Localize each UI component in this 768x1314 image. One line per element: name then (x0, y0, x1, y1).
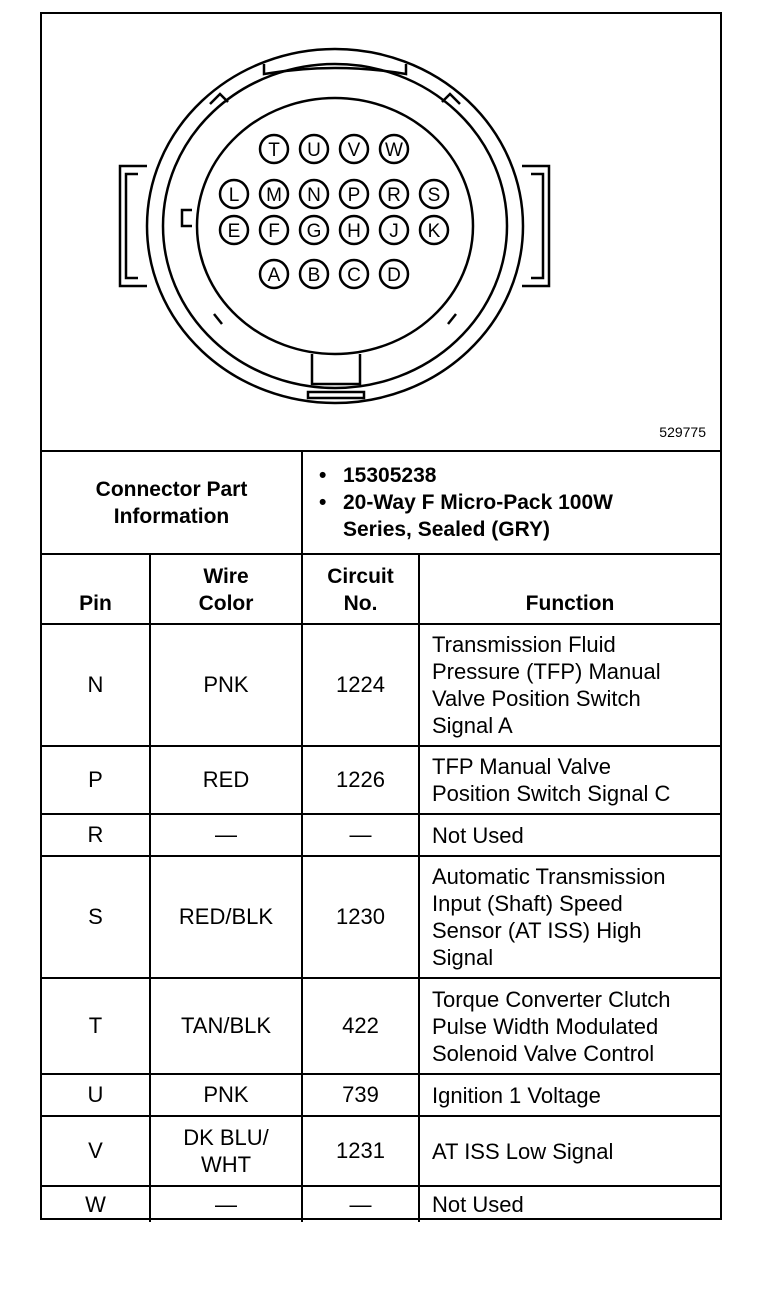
pin-m (260, 180, 288, 208)
info-label-line: Connector Part (95, 477, 248, 501)
circuit-cell: 1230 (302, 856, 419, 978)
table-row (42, 746, 720, 814)
function-line: Pulse Width Modulated (432, 1013, 659, 1039)
table-row (42, 1116, 720, 1186)
table-row (42, 1074, 720, 1116)
wire-color-cell: RED/BLK (150, 856, 302, 978)
function-line: Sensor (AT ISS) High (432, 918, 642, 943)
function-line: Valve Position Switch (432, 686, 641, 711)
wire-color-cell: RED (150, 746, 302, 814)
pin-cell: N (42, 624, 150, 746)
function-cell (419, 1186, 720, 1222)
svg-text:L: L (228, 185, 240, 206)
svg-text:M: M (266, 185, 282, 206)
bullet: • (319, 464, 327, 487)
table-row (42, 814, 720, 856)
pin-b (300, 260, 328, 288)
function-line: Pressure (TFP) Manual (432, 659, 661, 684)
figure-id: 529775 (659, 424, 706, 440)
table-row (42, 978, 720, 1074)
svg-text:R: R (387, 185, 401, 206)
connector-info-values (302, 452, 720, 554)
function-cell (419, 856, 720, 978)
header-row (42, 554, 720, 624)
circuit-cell: 739 (302, 1074, 419, 1116)
pin-r (380, 180, 408, 208)
wire-color-cell: PNK (150, 624, 302, 746)
part-number-item (319, 462, 720, 489)
pin-c (340, 260, 368, 288)
pin-d (380, 260, 408, 288)
wire-color-cell: TAN/BLK (150, 978, 302, 1074)
function-cell (419, 624, 720, 746)
svg-text:A: A (267, 265, 281, 286)
pin-cell: U (42, 1074, 150, 1116)
function-cell (419, 1116, 720, 1186)
pin-v (340, 135, 368, 163)
pin-cell: T (42, 978, 150, 1074)
connector-table (42, 452, 720, 1222)
connector-face-drawing (42, 14, 720, 450)
header-circuit-no: Circuit No. (302, 554, 419, 624)
header-pin: Pin (42, 554, 150, 624)
svg-text:K: K (427, 221, 441, 242)
svg-text:F: F (268, 221, 280, 242)
part-number: 15305238 (343, 464, 437, 487)
circuit-cell: — (302, 1186, 419, 1222)
function-cell (419, 978, 720, 1074)
svg-text:E: E (227, 221, 241, 242)
wire-color-cell: — (150, 1186, 302, 1222)
svg-text:V: V (347, 140, 361, 161)
function-line: Input (Shaft) Speed (432, 891, 623, 916)
pin-k (420, 216, 448, 244)
svg-text:P: P (347, 185, 361, 206)
svg-text:J: J (389, 221, 399, 242)
function-line: Signal (432, 945, 494, 970)
wire-color-cell: PNK (150, 1074, 302, 1116)
function-line: Signal A (432, 713, 513, 738)
connector-face-figure (42, 14, 720, 452)
function-cell (419, 746, 720, 814)
svg-text:U: U (307, 140, 321, 161)
svg-text:C: C (347, 265, 361, 286)
function-line: TFP Manual Valve (432, 754, 611, 779)
function-line: AT ISS Low Signal (432, 1138, 614, 1164)
pin-cell: R (42, 814, 150, 856)
pin-f (260, 216, 288, 244)
pin-s (420, 180, 448, 208)
function-line: Position Switch Signal C (432, 781, 671, 806)
svg-text:D: D (387, 265, 401, 286)
pin-g (300, 216, 328, 244)
pin-j (380, 216, 408, 244)
function-line: Transmission Fluid (432, 632, 616, 657)
circuit-cell: 1224 (302, 624, 419, 746)
svg-text:H: H (347, 221, 361, 242)
circuit-cell: — (302, 814, 419, 856)
header-wire-color: Wire Color (150, 554, 302, 624)
circuit-cell: 422 (302, 978, 419, 1074)
bullet: • (319, 491, 327, 514)
connector-desc-item (319, 489, 720, 516)
table-row (42, 856, 720, 978)
function-line: Torque Converter Clutch (432, 986, 671, 1012)
svg-text:B: B (307, 265, 321, 286)
wire-color-cell: — (150, 814, 302, 856)
wire-color-line: DK BLU/ (183, 1125, 269, 1150)
pin-p (340, 180, 368, 208)
function-line: Solenoid Valve Control (432, 1040, 655, 1066)
connector-desc-line: Series, Sealed (GRY) (343, 518, 550, 541)
pin-cell: W (42, 1186, 150, 1222)
function-line: Automatic Transmission (432, 864, 666, 889)
circuit-cell: 1226 (302, 746, 419, 814)
pin-a (260, 260, 288, 288)
svg-text:T: T (268, 140, 280, 161)
pin-cell: P (42, 746, 150, 814)
header-function: Function (419, 554, 720, 624)
function-line: Ignition 1 Voltage (432, 1082, 601, 1108)
pin-cell: S (42, 856, 150, 978)
svg-text:S: S (427, 185, 441, 206)
pin-e (220, 216, 248, 244)
function-cell (419, 1074, 720, 1116)
pin-l (220, 180, 248, 208)
function-line: Not Used (432, 822, 524, 848)
pin-t (260, 135, 288, 163)
function-line: Not Used (432, 1192, 524, 1217)
connector-info-row (42, 452, 720, 554)
table-row (42, 624, 720, 746)
wire-color-cell (150, 1116, 302, 1186)
svg-text:N: N (307, 185, 321, 206)
connector-info-label (42, 452, 302, 554)
connector-sheet (40, 12, 722, 1220)
pin-u (300, 135, 328, 163)
wire-color-line: WHT (200, 1152, 252, 1177)
svg-text:W: W (385, 140, 403, 161)
pin-cell: V (42, 1116, 150, 1186)
pin-n (300, 180, 328, 208)
function-cell (419, 814, 720, 856)
pin-w (380, 135, 408, 163)
table-row (42, 1186, 720, 1222)
svg-text:G: G (306, 221, 322, 242)
pin-h (340, 216, 368, 244)
info-label-line: Information (113, 504, 230, 528)
connector-desc-line: 20-Way F Micro-Pack 100W (343, 491, 613, 514)
circuit-cell: 1231 (302, 1116, 419, 1186)
